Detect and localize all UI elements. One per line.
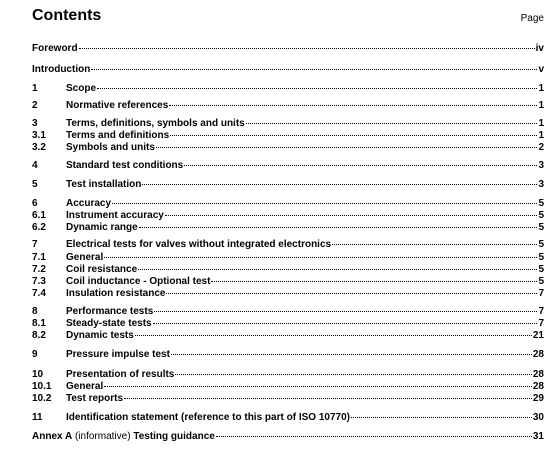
dot-leader bbox=[139, 219, 537, 228]
toc-entry-number: 3.1 bbox=[32, 130, 46, 141]
toc-entry-text: Pressure impulse test bbox=[66, 349, 170, 360]
toc-entry-page: 5 bbox=[538, 198, 544, 209]
toc-entry-text: Scope bbox=[66, 83, 97, 94]
toc-entry-number: 5 bbox=[32, 179, 38, 190]
toc-entry-text: Introduction bbox=[32, 64, 91, 75]
toc-entry-text: Dynamic tests bbox=[66, 330, 134, 341]
toc-entry-text: Steady-state tests bbox=[66, 318, 152, 329]
toc-entry-page: 1 bbox=[538, 118, 544, 129]
toc-entry-text: General bbox=[66, 252, 104, 263]
toc-entry-introduction[interactable] bbox=[32, 63, 544, 75]
toc-entry-page: 2 bbox=[538, 142, 544, 153]
toc-entry-2[interactable] bbox=[32, 99, 544, 111]
dot-leader bbox=[97, 80, 537, 89]
toc-entry-text: Identification statement (reference to this part of ISO 10770) bbox=[66, 412, 350, 423]
toc-entry-number: 7.3 bbox=[32, 276, 46, 287]
toc-entry-text bbox=[32, 431, 215, 443]
toc-entry-page: 28 bbox=[532, 369, 544, 380]
toc-entry-page: 5 bbox=[538, 222, 544, 233]
toc-entry-page: 5 bbox=[538, 210, 544, 221]
dot-leader bbox=[184, 157, 537, 166]
toc-entry-8-2[interactable] bbox=[32, 329, 544, 341]
toc-entry-7-4[interactable] bbox=[32, 287, 544, 299]
toc-entry-text: Coil resistance bbox=[66, 264, 138, 275]
toc-entry-page: 7 bbox=[538, 288, 544, 299]
toc-entry-6-2[interactable] bbox=[32, 221, 544, 233]
toc-entry-page: 3 bbox=[538, 160, 544, 171]
dot-leader bbox=[79, 40, 535, 49]
dot-leader bbox=[166, 285, 537, 294]
dot-leader bbox=[351, 409, 532, 418]
page-title: Contents bbox=[32, 7, 102, 24]
toc-entry-number: 8 bbox=[32, 306, 38, 317]
toc-entry-4[interactable] bbox=[32, 159, 544, 171]
toc-entry-text: Accuracy bbox=[66, 198, 112, 209]
page-column-label: Page bbox=[520, 13, 544, 24]
toc-entry-number: 8.2 bbox=[32, 330, 46, 341]
dot-leader bbox=[169, 97, 537, 106]
toc-entry-number: 7.1 bbox=[32, 252, 46, 263]
header bbox=[32, 7, 544, 31]
toc-entry-page: 1 bbox=[538, 100, 544, 111]
toc-entry-page: 7 bbox=[538, 318, 544, 329]
toc-entry-page: 5 bbox=[538, 276, 544, 287]
toc-entry-text: Dynamic range bbox=[66, 222, 138, 233]
dot-leader bbox=[211, 273, 537, 282]
annex-type: (informative) bbox=[72, 431, 134, 442]
toc-entry-text: Instrument accuracy bbox=[66, 210, 164, 221]
dot-leader bbox=[104, 249, 537, 258]
toc-entry-page: 5 bbox=[538, 252, 544, 263]
toc-entry-number: 6 bbox=[32, 198, 38, 209]
toc-entry-number: 10.1 bbox=[32, 381, 52, 392]
dot-leader bbox=[135, 327, 532, 336]
toc-entry-number: 7 bbox=[32, 239, 38, 250]
toc-entry-text: Coil inductance - Optional test bbox=[66, 276, 211, 287]
toc-entry-number: 10 bbox=[32, 369, 44, 380]
toc-entry-11[interactable] bbox=[32, 411, 544, 423]
toc-entry-text: Terms and definitions bbox=[66, 130, 170, 141]
dot-leader bbox=[142, 176, 537, 185]
toc-entry-number: 11 bbox=[32, 412, 43, 423]
toc-entry-page: 28 bbox=[532, 349, 544, 360]
dot-leader bbox=[104, 378, 532, 387]
toc-entry-text: Standard test conditions bbox=[66, 160, 184, 171]
dot-leader bbox=[175, 366, 532, 375]
toc-entry-page: iv bbox=[535, 43, 544, 54]
toc-entry-page: 1 bbox=[538, 83, 544, 94]
toc-entry-3-2[interactable] bbox=[32, 141, 544, 153]
toc-entry-number: 3 bbox=[32, 118, 38, 129]
toc-entry-number: 6.1 bbox=[32, 210, 46, 221]
toc-entry-number: 7.2 bbox=[32, 264, 46, 275]
dot-leader bbox=[216, 428, 532, 437]
dot-leader bbox=[165, 207, 537, 216]
toc-entry-page: 5 bbox=[538, 239, 544, 250]
toc-entry-foreword[interactable] bbox=[32, 42, 544, 54]
dot-leader bbox=[170, 127, 537, 136]
toc-entry-page: 29 bbox=[532, 393, 544, 404]
toc-entry-text: Performance tests bbox=[66, 306, 154, 317]
toc-entry-number: 6.2 bbox=[32, 222, 46, 233]
dot-leader bbox=[246, 115, 537, 124]
toc-entry-number: 10.2 bbox=[32, 393, 52, 404]
dot-leader bbox=[138, 261, 537, 270]
toc-entry-text: Terms, definitions, symbols and units bbox=[66, 118, 245, 129]
toc-entry-number: 2 bbox=[32, 100, 38, 111]
toc-entry-page: 3 bbox=[538, 179, 544, 190]
toc-entry-page: 31 bbox=[532, 431, 544, 442]
toc-entry-5[interactable] bbox=[32, 178, 544, 190]
toc-entry-page: 1 bbox=[538, 130, 544, 141]
annex-label: Annex A bbox=[32, 431, 73, 442]
toc-entry-text: Symbols and units bbox=[66, 142, 155, 153]
toc-entry-text: Insulation resistance bbox=[66, 288, 166, 299]
toc-entry-text: Normative references bbox=[66, 100, 169, 111]
toc-entry-page: 28 bbox=[532, 381, 544, 392]
toc-entry-page: 21 bbox=[532, 330, 544, 341]
toc-entry-page: v bbox=[538, 64, 544, 75]
dot-leader bbox=[154, 303, 537, 312]
toc-entry-1[interactable] bbox=[32, 82, 544, 94]
toc-entry-number: 3.2 bbox=[32, 142, 46, 153]
toc-entry-9[interactable] bbox=[32, 348, 544, 360]
toc-entry-page: 5 bbox=[538, 264, 544, 275]
toc-entry-number: 1 bbox=[32, 83, 38, 94]
toc-entry-number: 4 bbox=[32, 160, 38, 171]
toc-entry-text: Test installation bbox=[66, 179, 142, 190]
dot-leader bbox=[124, 390, 532, 399]
toc-entry-text: Presentation of results bbox=[66, 369, 175, 380]
toc-entry-text: Test reports bbox=[66, 393, 124, 404]
annex-title: Testing guidance bbox=[133, 431, 215, 442]
toc-entry-number: 9 bbox=[32, 349, 38, 360]
dot-leader bbox=[112, 195, 537, 204]
toc-entry-annex-a[interactable] bbox=[32, 430, 544, 442]
dot-leader bbox=[153, 315, 537, 324]
dot-leader bbox=[171, 346, 532, 355]
dot-leader bbox=[332, 236, 537, 245]
toc-entry-10-2[interactable] bbox=[32, 392, 544, 404]
toc-entry-text: Foreword bbox=[32, 43, 78, 54]
dot-leader bbox=[91, 61, 537, 70]
toc-entry-number: 8.1 bbox=[32, 318, 46, 329]
dot-leader bbox=[156, 139, 537, 148]
toc-entry-text: Electrical tests for valves without integrated electronics bbox=[66, 239, 332, 250]
toc-entry-number: 7.4 bbox=[32, 288, 46, 299]
toc-entry-text: General bbox=[66, 381, 104, 392]
toc-entry-page: 30 bbox=[532, 412, 544, 423]
toc-entry-page: 7 bbox=[538, 306, 544, 317]
